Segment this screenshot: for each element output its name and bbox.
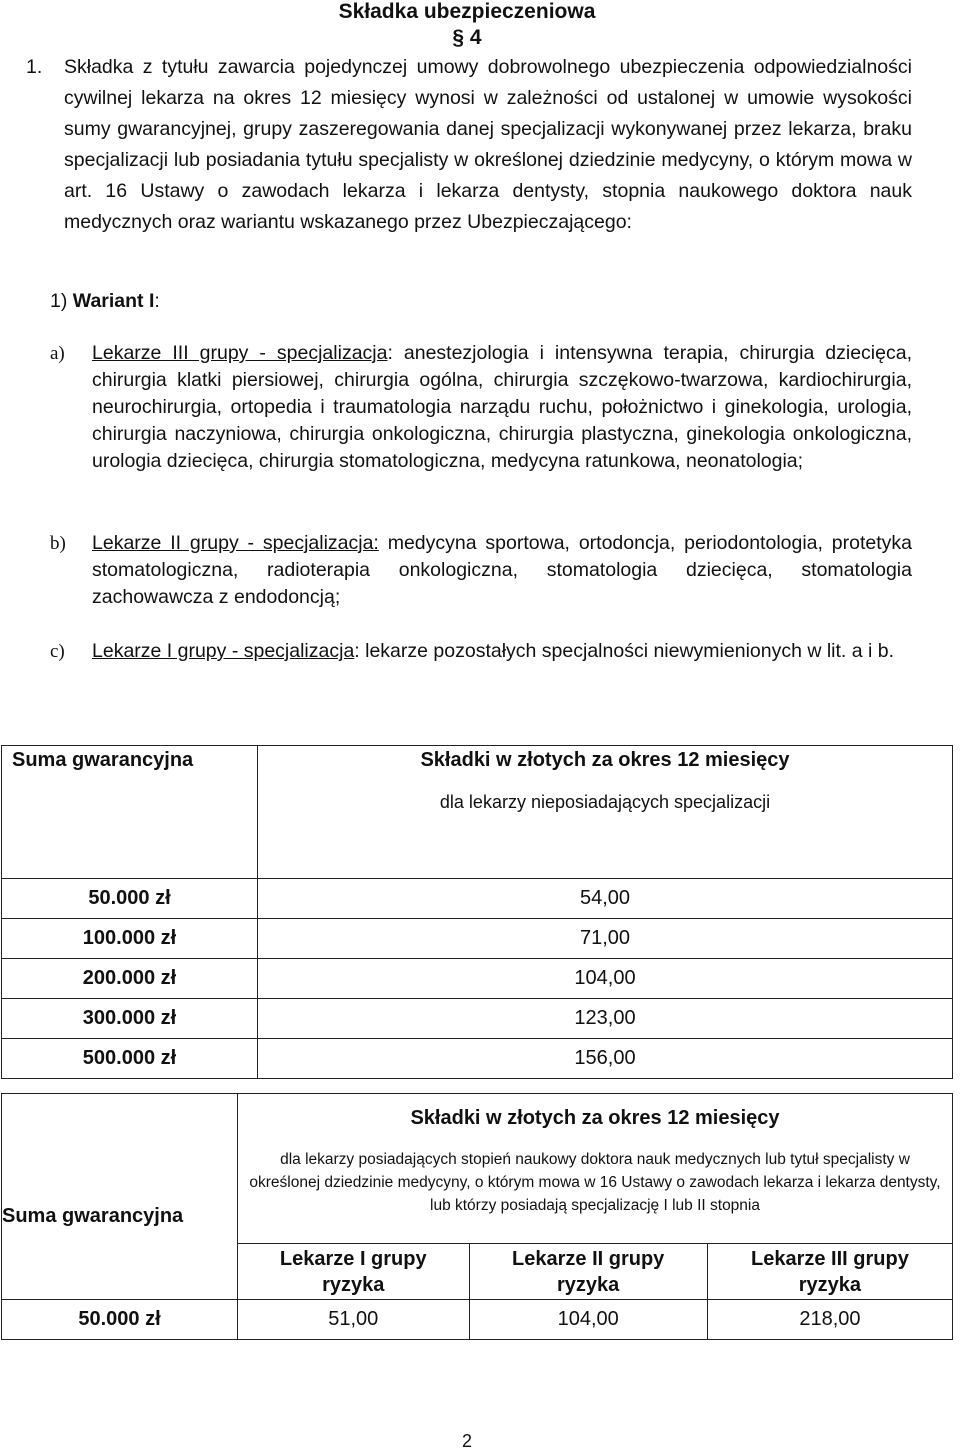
- premium-cell: 104,00: [258, 959, 953, 999]
- table-row: [2, 919, 953, 959]
- premium-cell: 51,00: [238, 1300, 470, 1340]
- sum-cell: 300.000 zł: [2, 999, 258, 1039]
- premium-cell: 156,00: [258, 1039, 953, 1079]
- premium-table-specialists: [1, 1093, 953, 1340]
- section-mark: § 4: [452, 26, 482, 49]
- variant-number: 1): [50, 290, 68, 312]
- premium-cell: 71,00: [258, 919, 953, 959]
- table-row: [2, 999, 953, 1039]
- group-header-2: [469, 1244, 707, 1300]
- sum-cell: 50.000 zł: [2, 1300, 238, 1340]
- sum-cell: 500.000 zł: [2, 1039, 258, 1079]
- col-header-premium: [258, 746, 953, 879]
- title-text: Składka ubezpieczeniowa: [338, 0, 596, 23]
- col-header-premium: [238, 1094, 953, 1244]
- table-row: [2, 959, 953, 999]
- table-row: [2, 1300, 953, 1340]
- group-name: Lekarze III grupy: [750, 1247, 909, 1270]
- premium-table-no-specialization: [1, 745, 953, 1079]
- table-row: [2, 1039, 953, 1079]
- list-marker: a): [50, 343, 65, 364]
- col-header-sum: Suma gwarancyjna: [2, 746, 258, 879]
- table-row: [2, 879, 953, 919]
- premium-cell: 123,00: [258, 999, 953, 1039]
- premium-header: Składki w złotych za okres 12 miesięcy: [420, 749, 790, 771]
- group-name: Lekarze II grupy: [512, 1247, 665, 1270]
- premium-cell: 218,00: [707, 1300, 952, 1340]
- group-label: Lekarze II grupy - specjalizacja:: [92, 532, 379, 554]
- variant-colon: :: [154, 290, 160, 312]
- document-title: [0, 0, 934, 50]
- list-item-a: [50, 340, 912, 475]
- premium-cell: 104,00: [469, 1300, 707, 1340]
- group-text: : anestezjologia i intensywna terapia, chirurgia dziecięca, chirurgia klatki piersiowej, chirurgia ogólna, chirurgia szczękowo-twarzowa, kardiochirurgia, neurochirurgia, ortopedia i traumatologia narządu ruchu, położnictwo i ginekologia, urologia, chirurgia naczyniowa, chirurgia onkologiczna, chirurgia plastyczna, ginekologia onkologiczna, urologia dziecięca, chirurgia stomatologiczna, medycyna ratunkowa, neonatologia;: [92, 342, 912, 472]
- group-header-1: [238, 1244, 470, 1300]
- premium-subheader: dla lekarzy nieposiadających specjalizacji: [439, 792, 771, 812]
- list-item-c: [50, 638, 912, 665]
- group-label: Lekarze I grupy - specjalizacja: [92, 640, 355, 662]
- sum-cell: 100.000 zł: [2, 919, 258, 959]
- sum-cell: 50.000 zł: [2, 879, 258, 919]
- list-item-b: [50, 530, 912, 611]
- premium-subheader: dla lekarzy posiadających stopień naukowy doktora nauk medycznych lub tytuł specjalisty w określonej dziedzinie medycyny, o którym mowa w 16 Ustawy o zawodach lekarza i lekarza dentysty, lub którzy posiadają specjalizację I lub II stopnia: [249, 1151, 941, 1214]
- page-number: 2: [461, 1431, 472, 1451]
- group-text: medycyna sportowa, ortodoncja, periodontologia, protetyka stomatologiczna, radioterapia onkologiczna, stomatologia dziecięca, stomatologia zachowawcza z endodoncją;: [92, 532, 912, 608]
- group-name: Lekarze I grupy: [279, 1247, 427, 1270]
- list-marker: b): [50, 533, 66, 554]
- group-header-3: [707, 1244, 952, 1300]
- sum-cell: 200.000 zł: [2, 959, 258, 999]
- list-marker: c): [50, 641, 65, 662]
- premium-cell: 54,00: [258, 879, 953, 919]
- group-risk: ryzyka: [557, 1273, 620, 1296]
- paragraph-number: 1.: [26, 56, 43, 78]
- col-header-sum: Suma gwarancyjna: [2, 1094, 238, 1300]
- variant-name: Wariant I: [72, 290, 155, 312]
- group-text: : lekarze pozostałych specjalności niewymienionych w lit. a i b.: [354, 640, 895, 662]
- group-risk: ryzyka: [798, 1273, 862, 1296]
- premium-header: Składki w złotych za okres 12 miesięcy: [410, 1107, 780, 1129]
- paragraph-1: [26, 52, 912, 238]
- group-risk: ryzyka: [322, 1273, 385, 1296]
- paragraph-text: Składka z tytułu zawarcia pojedynczej umowy dobrowolnego ubezpieczenia odpowiedzialności cywilnej lekarza na okres 12 miesięcy wynosi w zależności od ustalonej w umowie wysokości sumy gwarancyjnej, grupy zaszeregowania danej specjalizacji wykonywanej przez lekarza, braku specjalizacji lub posiadania tytułu specjalisty w określonej dziedzinie medycyny, o którym mowa w art. 16 Ustawy o zawodach lekarza i lekarza dentysty, stopnia naukowego doktora nauk medycznych oraz wariantu wskazanego przez Ubezpieczającego:: [64, 56, 912, 233]
- variant-heading: [50, 288, 160, 314]
- group-label: Lekarze III grupy - specjalizacja: [92, 342, 388, 364]
